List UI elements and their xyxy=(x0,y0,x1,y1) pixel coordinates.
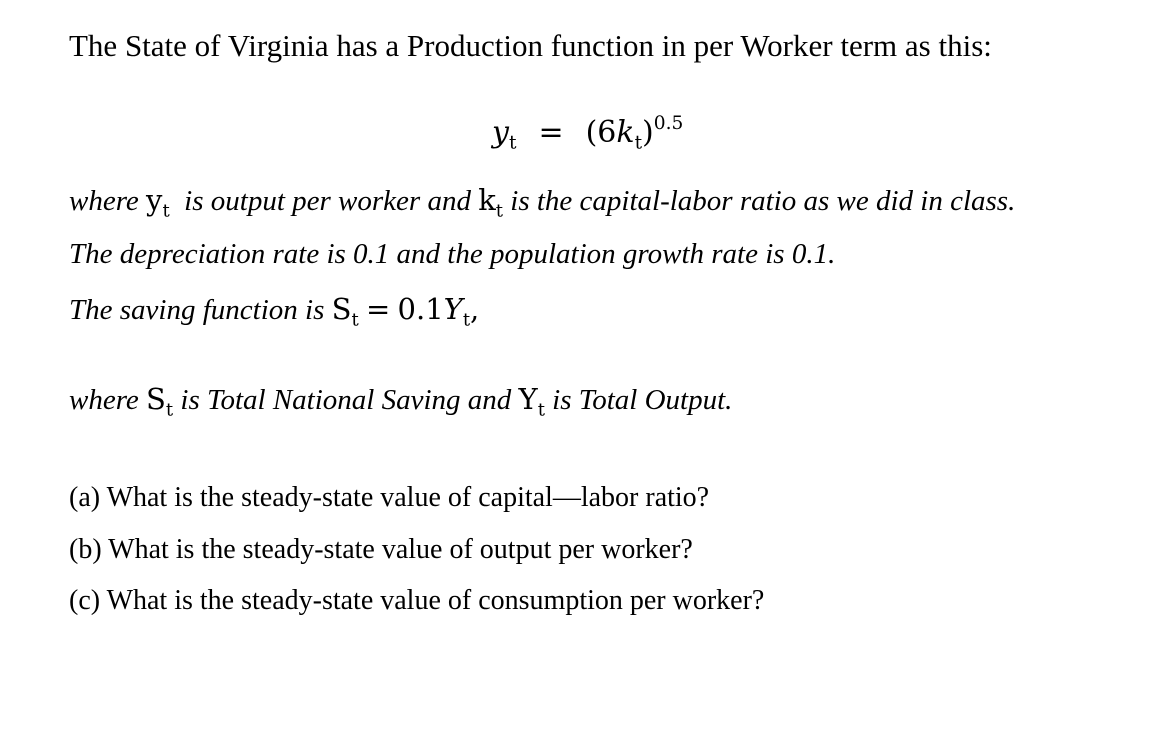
saving-definitions xyxy=(69,381,732,428)
saving-prefix: The saving function is xyxy=(69,294,325,326)
saving-s-sub: t xyxy=(351,309,359,331)
saving-equals: = xyxy=(365,292,391,326)
question-a: (a) What is the steady-state value of capital—labor ratio? xyxy=(69,482,710,513)
question-c: (c) What is the steady-state value of consumption per worker? xyxy=(69,585,765,616)
where2-y-desc: is Total Output. xyxy=(552,384,733,416)
where2-s-sub: t xyxy=(165,399,174,421)
def-k-sub: t xyxy=(495,200,504,222)
formula-rhs-var: k xyxy=(616,115,635,151)
formula-rhs-sub: t xyxy=(634,132,643,154)
def-k-var: k xyxy=(478,183,496,217)
formula-equals: = xyxy=(538,115,564,151)
formula-lhs-var: y xyxy=(492,115,509,151)
def-k-desc: is the capital-labor ratio as we did in class. xyxy=(510,185,1016,217)
where2-s-var: S xyxy=(146,382,166,416)
saving-coef: 0.1 xyxy=(397,292,444,326)
where2-y-sub: t xyxy=(537,399,545,421)
where2-s-desc: is Total National Saving and xyxy=(180,384,512,416)
formula-lhs-sub: t xyxy=(508,132,517,154)
saving-function xyxy=(69,291,479,338)
formula-rhs-open: (6 xyxy=(585,115,617,151)
def-y-var: y xyxy=(146,183,163,217)
depreciation-statement: The depreciation rate is 0.1 and the population growth rate is 0.1. xyxy=(69,238,836,270)
def-where-word: where xyxy=(69,185,139,217)
question-b: (b) What is the steady-state value of output per worker? xyxy=(69,534,693,565)
variable-definitions xyxy=(69,182,1015,229)
problem-intro: The State of Virginia has a Production function in per Worker term as this: xyxy=(69,28,992,63)
saving-y-var: Y xyxy=(443,292,463,326)
where2-y-var: Y xyxy=(518,382,538,416)
def-y-desc: is output per worker and xyxy=(184,185,471,217)
saving-suffix: , xyxy=(470,292,480,326)
saving-y-sub: t xyxy=(462,309,471,331)
where2-word: where xyxy=(69,384,139,416)
def-y-sub: t xyxy=(162,200,170,222)
formula-exponent: 0.5 xyxy=(653,113,684,134)
saving-s-var: S xyxy=(331,292,352,326)
formula-rhs-close: ) xyxy=(642,115,654,151)
